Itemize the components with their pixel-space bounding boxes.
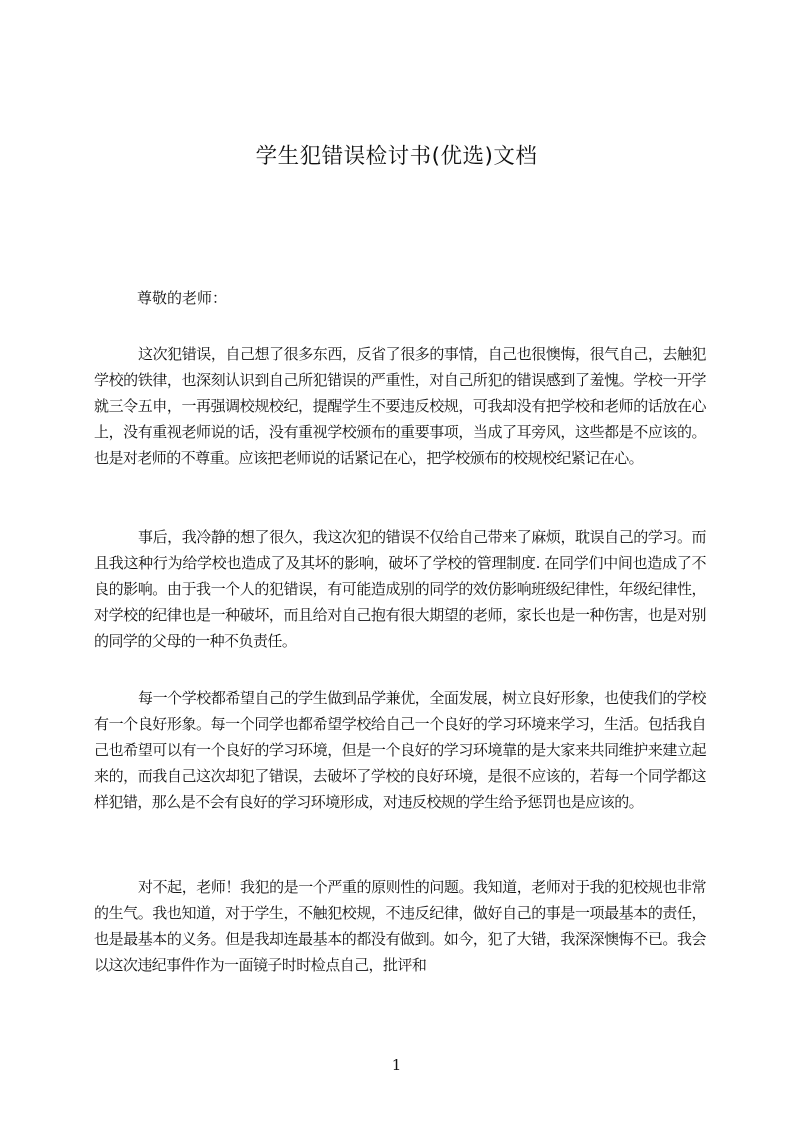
paragraph-2: 事后，我冷静的想了很久，我这次犯的错误不仅给自己带来了麻烦，耽误自己的学习。而且我这种行为给学校也造成了及其坏的影响，破坏了学校的管理制度. 在同学们中间也造成了不良的影响。由于我一个人的犯错误，有可能造成别的同学的效仿影响班级纪律性，年级纪律性，对学校的纪律也是一种破坏，而且给对自己抱有很大期望的老师，家长也是一种伤害，也是对别的同学的父母的一种不负责任。 (94, 528, 706, 650)
page-number: 1 (391, 1056, 402, 1074)
paragraph-1: 这次犯错误，自己想了很多东西，反省了很多的事情，自己也很懊悔，很气自己，去触犯学校的铁律，也深刻认识到自己所犯错误的严重性，对自己所犯的错误感到了羞愧。学校一开学就三令五申，一再强调校规校纪，提醒学生不要违反校规，可我却没有把学校和老师的话放在心上，没有重视老师说的话，没有重视学校颁布的重要事项，当成了耳旁风，这些都是不应该的。也是对老师的不尊重。应该把老师说的话紧记在心，把学校颁布的校规校纪紧记在心。 (94, 345, 706, 467)
paragraph-3: 每一个学校都希望自己的学生做到品学兼优，全面发展，树立良好形象，也使我们的学校有一个良好形象。每一个同学也都希望学校给自己一个良好的学习环境来学习，生活。包括我自己也希望可以有一个良好的学习环境，但是一个良好的学习环境靠的是大家来共同维护来建立起来的，而我自己这次却犯了错误，去破坏了学校的良好环境，是很不应该的，若每一个同学都这样犯错，那么是不会有良好的学习环境形成，对违反校规的学生给予惩罚也是应该的。 (94, 689, 706, 811)
document-title: 学生犯错误检讨书(优选)文档 (255, 144, 538, 169)
salutation: 尊敬的老师： (137, 289, 228, 307)
paragraph-4: 对不起，老师！我犯的是一个严重的原则性的问题。我知道，老师对于我的犯校规也非常的生气。我也知道，对于学生，不触犯校规，不违反纪律，做好自己的事是一项最基本的责任，也是最基本的义务。但是我却连最基本的都没有做到。如今，犯了大错，我深深懊悔不已。我会以这次违纪事件作为一面镜子时时检点自己，批评和 (94, 878, 706, 974)
